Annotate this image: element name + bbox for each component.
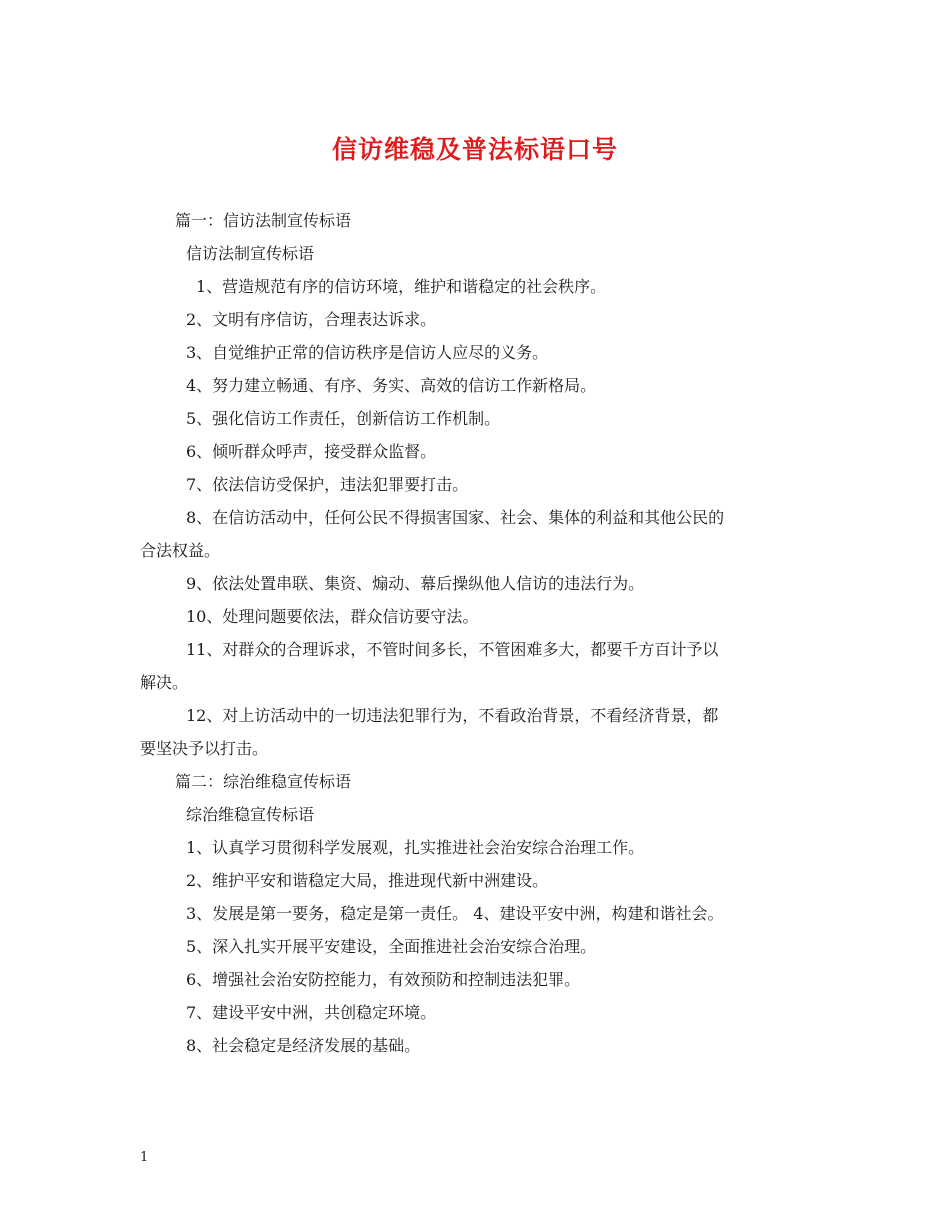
section-1-heading: 篇一：信访法制宣传标语 (175, 211, 352, 230)
list-item: 3、发展是第一要务，稳定是第一责任。 4、建设平安中洲，构建和谐社会。 (186, 904, 724, 923)
list-item: 3、自觉维护正常的信访秩序是信访人应尽的义务。 (186, 343, 549, 362)
section-2-subheading: 综治维稳宣传标语 (186, 805, 315, 824)
list-item-11-line-1: 11、对群众的合理诉求，不管时间多长，不管困难多大，都要千方百计予以 (186, 640, 719, 659)
list-item: 5、深入扎实开展平安建设，全面推进社会治安综合治理。 (186, 937, 597, 956)
list-item: 6、增强社会治安防控能力，有效预防和控制违法犯罪。 (186, 970, 581, 989)
page-number: 1 (140, 1150, 149, 1165)
section-2-heading: 篇二：综治维稳宣传标语 (175, 772, 352, 791)
list-item: 10、处理问题要依法，群众信访要守法。 (186, 607, 479, 626)
list-item: 5、强化信访工作责任，创新信访工作机制。 (186, 409, 501, 428)
list-item-12-line-2: 要坚决予以打击。 (140, 739, 269, 758)
list-item: 8、社会稳定是经济发展的基础。 (186, 1036, 421, 1055)
list-item-11-line-2: 解决。 (140, 673, 189, 692)
list-item: 7、依法信访受保护，违法犯罪要打击。 (186, 475, 469, 494)
document-body (140, 204, 812, 1062)
list-item: 7、建设平安中洲，共创稳定环境。 (186, 1003, 437, 1022)
list-item-8-line-2: 合法权益。 (140, 541, 221, 560)
section-1-subheading: 信访法制宣传标语 (186, 244, 315, 263)
list-item: 4、努力建立畅通、有序、务实、高效的信访工作新格局。 (186, 376, 597, 395)
document-title: 信访维稳及普法标语口号 (331, 135, 618, 164)
list-item-8-line-1: 8、在信访活动中，任何公民不得损害国家、社会、集体的利益和其他公民的 (186, 508, 725, 527)
list-item: 6、倾听群众呼声，接受群众监督。 (186, 442, 437, 461)
list-item: 2、文明有序信访，合理表达诉求。 (186, 310, 437, 329)
list-item: 2、维护平安和谐稳定大局，推进现代新中洲建设。 (186, 871, 549, 890)
list-item: 1、营造规范有序的信访环境，维护和谐稳定的社会秩序。 (196, 277, 607, 296)
list-item-12-line-1: 12、对上访活动中的一切违法犯罪行为，不看政治背景，不看经济背景，都 (186, 706, 719, 725)
list-item: 1、认真学习贯彻科学发展观，扎实推进社会治安综合治理工作。 (186, 838, 645, 857)
list-item: 9、依法处置串联、集资、煽动、幕后操纵他人信访的违法行为。 (186, 574, 645, 593)
